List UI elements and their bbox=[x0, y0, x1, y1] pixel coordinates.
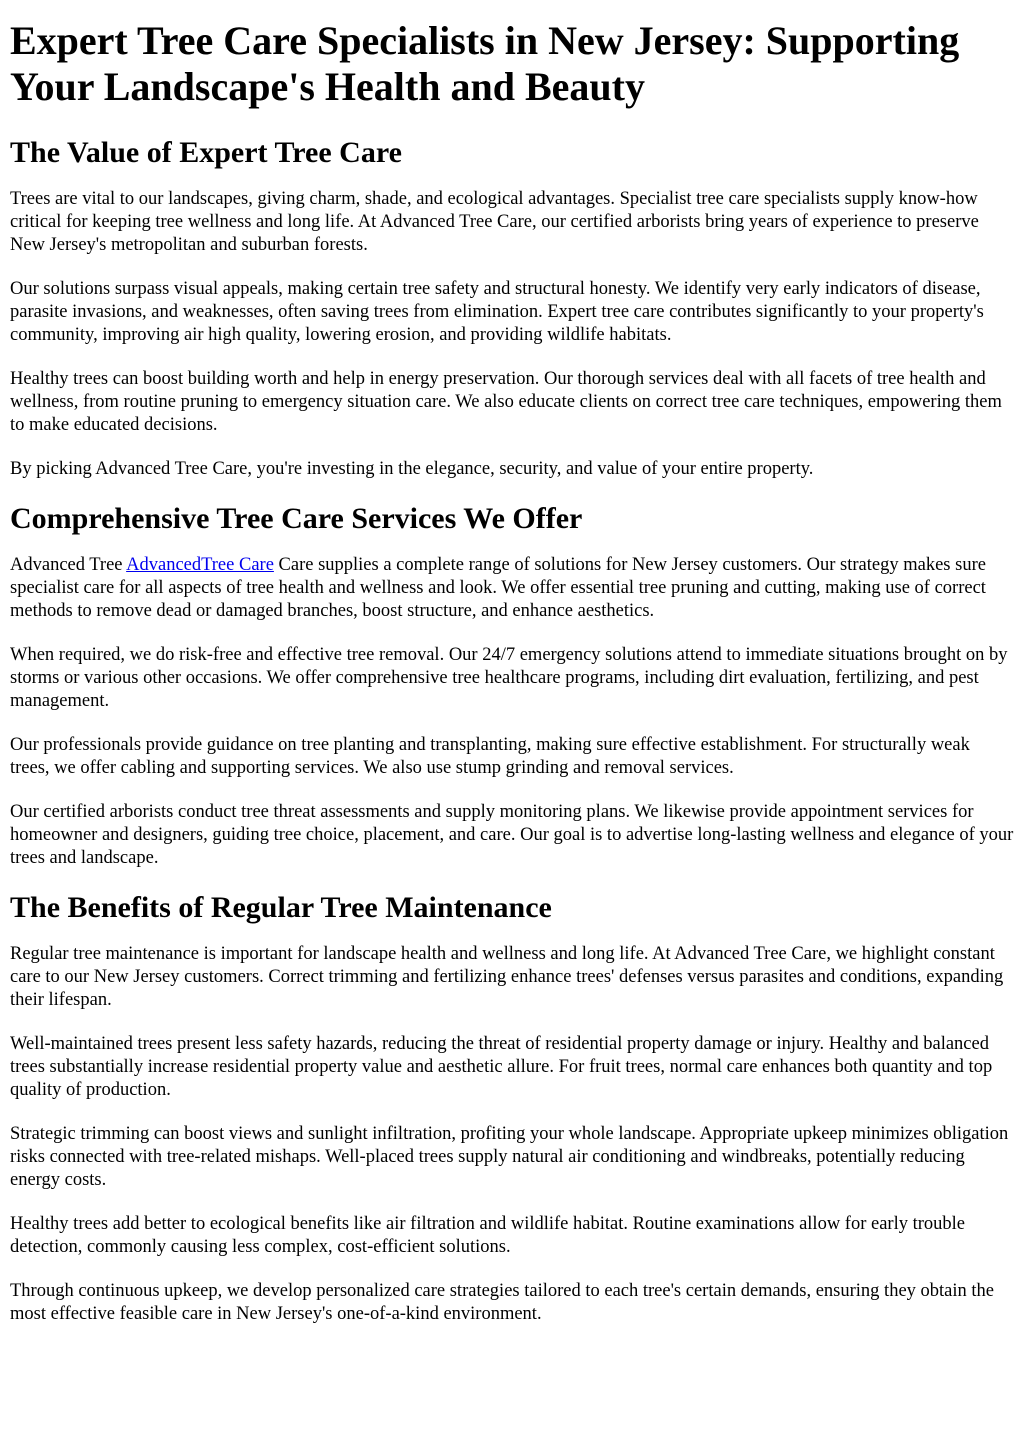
paragraph: Strategic trimming can boost views and sunlight infiltration, profiting your whole landscape. Appropriate upkeep minimizes obligation risks connected with tree-related mishaps. Well-placed trees supply natural air conditioning and windbreaks, potentially reducing energy costs. bbox=[10, 1124, 1009, 1190]
advanced-tree-care-link[interactable]: AdvancedTree Care bbox=[126, 555, 274, 575]
paragraph: Trees are vital to our landscapes, giving charm, shade, and ecological advantages. Specialist tree care specialists supply know-how critical for keeping tree wellness and long life. At Advanced Tree Care, our certified arborists bring years of experience to preserve New Jersey's metropolitan and suburban forests. bbox=[10, 189, 979, 255]
paragraph: Healthy trees can boost building worth and help in energy preservation. Our thorough services deal with all facets of tree health and wellness, from routine pruning to emergency situation care. We also educate clients on correct tree care techniques, empowering them to make educated decisions. bbox=[10, 369, 1002, 435]
paragraph: Our professionals provide guidance on tree planting and transplanting, making sure effective establishment. For structurally weak trees, we offer cabling and supporting services. We also use stump grinding and removal services. bbox=[10, 735, 970, 778]
paragraph-with-link bbox=[10, 554, 1014, 623]
paragraph: Through continuous upkeep, we develop personalized care strategies tailored to each tree's certain demands, ensuring they obtain the most effective feasible care in New Jersey's one-of-a-kind environment. bbox=[10, 1281, 994, 1324]
paragraph-text: Care supplies a complete range of solutions for New Jersey customers. Our strategy makes sure specialist care for all aspects of tree health and wellness and look. We offer essential tree pruning and cutting, making use of correct methods to remove dead or damaged branches, boost structure, and enhance aesthetics. bbox=[10, 555, 986, 621]
section-benefits-regular-maintenance bbox=[10, 891, 1014, 1326]
paragraph: Our certified arborists conduct tree threat assessments and supply monitoring plans. We likewise provide appointment services for homeowner and designers, guiding tree choice, placement, and care. Our goal is to advertise long-lasting wellness and elegance of your trees and landscape. bbox=[10, 802, 1014, 868]
paragraph: Well-maintained trees present less safety hazards, reducing the threat of residential property damage or injury. Healthy and balanced trees substantially increase residential property value and aesthetic allure. For fruit trees, normal care enhances both quantity and top quality of production. bbox=[10, 1034, 993, 1100]
section-value-of-expert-tree-care bbox=[10, 136, 1014, 481]
section-heading: The Benefits of Regular Tree Maintenance bbox=[10, 891, 552, 924]
section-heading: The Value of Expert Tree Care bbox=[10, 136, 402, 169]
paragraph: Our solutions surpass visual appeals, making certain tree safety and structural honesty. We identify very early indicators of disease, parasite invasions, and weaknesses, often saving trees from elimination. Expert tree care contributes significantly to your property's community, improving air high quality, lowering erosion, and providing wildlife habitats. bbox=[10, 279, 984, 345]
section-heading: Comprehensive Tree Care Services We Offer bbox=[10, 502, 583, 535]
paragraph: When required, we do risk-free and effective tree removal. Our 24/7 emergency solutions attend to immediate situations brought on by storms or various other occasions. We offer comprehensive tree healthcare programs, including dirt evaluation, fertilizing, and pest management. bbox=[10, 645, 1008, 711]
section-comprehensive-services bbox=[10, 502, 1014, 870]
paragraph: Healthy trees add better to ecological benefits like air filtration and wildlife habitat. Routine examinations allow for early trouble detection, commonly causing less complex, cost-efficient solutions. bbox=[10, 1214, 965, 1257]
paragraph: Regular tree maintenance is important for landscape health and wellness and long life. At Advanced Tree Care, we highlight constant care to our New Jersey customers. Correct trimming and fertilizing enhance trees' defenses versus parasites and conditions, expanding their lifespan. bbox=[10, 944, 1004, 1010]
paragraph-text: Advanced Tree bbox=[10, 555, 127, 575]
page-title: Expert Tree Care Specialists in New Jersey: Supporting Your Landscape's Health and Beauty bbox=[10, 18, 960, 109]
paragraph: By picking Advanced Tree Care, you're investing in the elegance, security, and value of your entire property. bbox=[10, 459, 814, 479]
